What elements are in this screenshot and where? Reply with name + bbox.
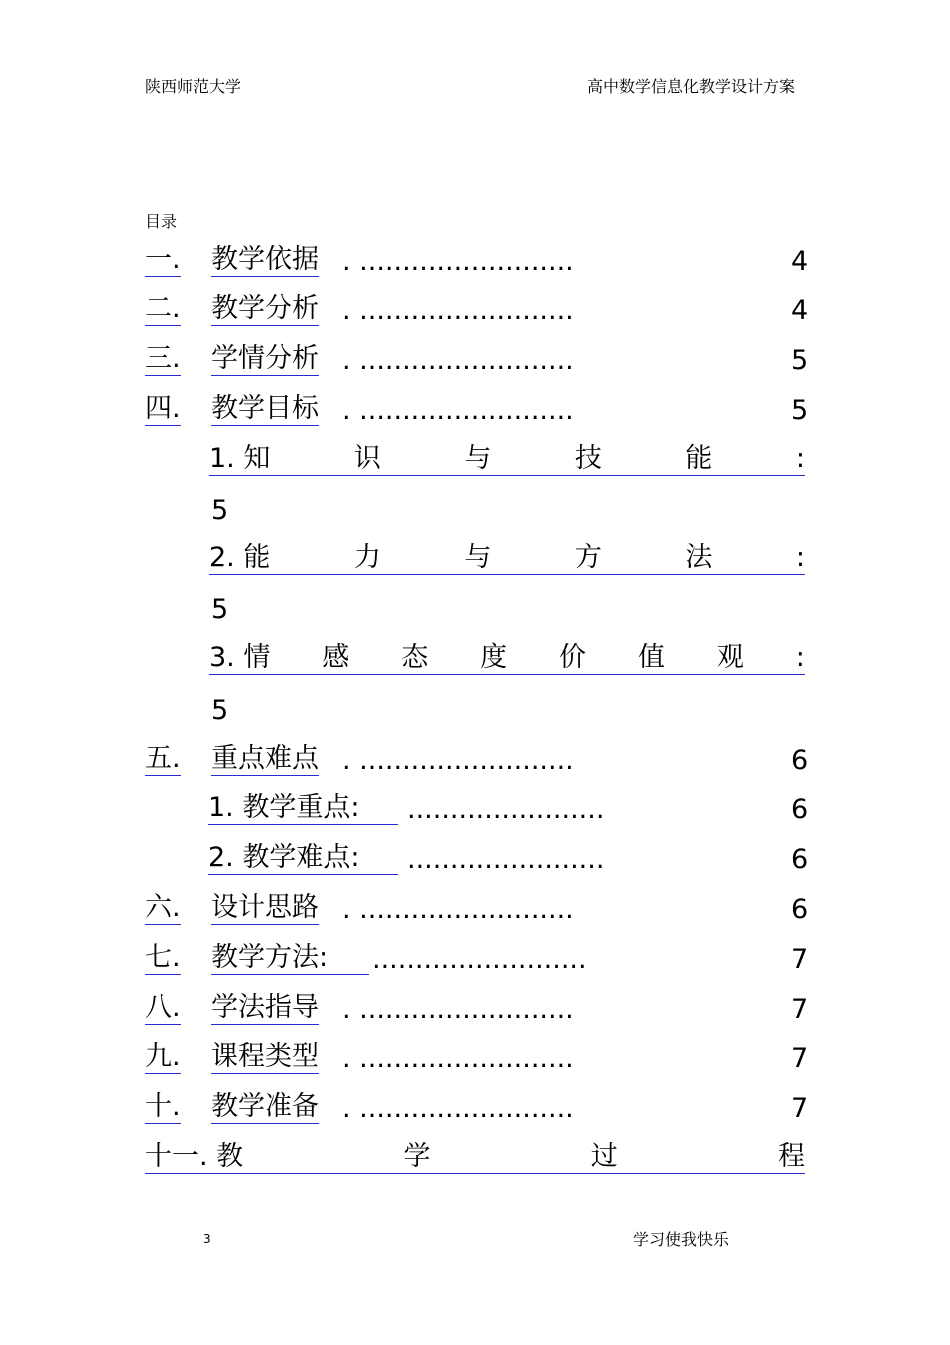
toc-part: 法 (685, 542, 713, 573)
toc-label[interactable]: 设计思路 (211, 892, 319, 923)
toc-title: 目录 (145, 212, 178, 231)
toc-part: 方 (574, 542, 602, 573)
toc-leader: ....................... (407, 844, 605, 875)
toc-entry-6[interactable] (0, 890, 950, 930)
toc-part: 观 (716, 642, 744, 673)
toc-entry-10[interactable] (0, 1089, 950, 1129)
toc-number[interactable]: 五. (145, 743, 181, 774)
toc-part: 3. 情 (209, 642, 271, 673)
toc-subentry-key-points[interactable] (0, 790, 950, 830)
toc-page: 4 (791, 295, 809, 326)
toc-part: 感 (322, 642, 350, 673)
toc-label[interactable]: 教学方法: (211, 940, 369, 975)
toc-page: 7 (791, 944, 809, 975)
toc-part: 与 (464, 443, 492, 474)
toc-label[interactable]: 重点难点 (211, 743, 319, 774)
footer-page-number: 3 (203, 1232, 211, 1246)
footer-motto: 学习使我快乐 (633, 1230, 730, 1249)
toc-entry-3[interactable] (0, 341, 950, 381)
toc-page: 5 (211, 695, 229, 726)
header-right: 高中数学信息化教学设计方案 (587, 77, 796, 96)
toc-label[interactable]: 1. 教学重点: (208, 790, 398, 825)
toc-page: 5 (211, 495, 229, 526)
toc-leader: . ......................... (342, 246, 574, 277)
toc-part: 过 (590, 1141, 618, 1172)
toc-part: 价 (559, 642, 587, 673)
toc-entry-7[interactable] (0, 940, 950, 980)
toc-number[interactable]: 一. (145, 244, 181, 275)
toc-part: 2. 能 (209, 542, 271, 573)
toc-page: 4 (791, 246, 809, 277)
toc-part: 技 (574, 443, 602, 474)
toc-label[interactable]: 教学依据 (211, 244, 319, 275)
toc-part: 十一. 教 (145, 1141, 244, 1172)
toc-part: 度 (480, 642, 508, 673)
toc-label[interactable]: 学法指导 (211, 992, 319, 1023)
toc-part: 1. 知 (209, 443, 271, 474)
toc-page: 6 (791, 844, 809, 875)
toc-leader: . ......................... (342, 295, 574, 326)
toc-leader: . ......................... (342, 894, 574, 925)
toc-leader: . ......................... (342, 395, 574, 426)
toc-subentry-difficulties[interactable] (0, 840, 950, 880)
toc-part: 与 (464, 542, 492, 573)
toc-leader: . ......................... (342, 1043, 574, 1074)
toc-entry-1[interactable] (0, 242, 950, 282)
toc-subentry-knowledge-page (0, 491, 950, 531)
toc-number[interactable]: 六. (145, 892, 181, 923)
toc-page: 6 (791, 894, 809, 925)
toc-number[interactable]: 十. (145, 1091, 181, 1122)
toc-leader: . ......................... (342, 345, 574, 376)
toc-number[interactable]: 九. (145, 1041, 181, 1072)
toc-label[interactable]: 教学分析 (211, 293, 319, 324)
toc-subentry-ability-page (0, 590, 950, 630)
toc-spread-label[interactable] (209, 640, 805, 675)
toc-spread-label[interactable] (209, 540, 805, 575)
toc-part: 学 (403, 1141, 431, 1172)
toc-part: 态 (401, 642, 429, 673)
toc-entry-8[interactable] (0, 990, 950, 1030)
toc-label[interactable]: 教学准备 (211, 1091, 319, 1122)
toc-leader: . ......................... (342, 1093, 574, 1124)
toc-leader: . ......................... (342, 994, 574, 1025)
toc-page: 7 (791, 994, 809, 1025)
toc-label[interactable]: 课程类型 (211, 1041, 319, 1072)
toc-part: 能 (685, 443, 713, 474)
toc-entry-2[interactable] (0, 291, 950, 331)
toc-subentry-knowledge[interactable] (0, 441, 950, 481)
toc-label[interactable]: 学情分析 (211, 343, 319, 374)
toc-spread-label[interactable] (209, 441, 805, 476)
toc-leader: . ......................... (342, 745, 574, 776)
toc-part: : (795, 642, 805, 673)
toc-entry-4[interactable] (0, 391, 950, 431)
toc-part: : (795, 542, 805, 573)
header-left: 陕西师范大学 (145, 77, 242, 96)
toc-label[interactable]: 2. 教学难点: (208, 840, 398, 875)
toc-spread-label[interactable] (145, 1139, 805, 1174)
toc-page: 5 (791, 345, 809, 376)
toc-page: 5 (211, 594, 229, 625)
toc-part: 力 (353, 542, 381, 573)
toc-label[interactable]: 教学目标 (211, 393, 319, 424)
toc-page: 7 (791, 1093, 809, 1124)
toc-page: 6 (791, 794, 809, 825)
toc-entry-5[interactable] (0, 741, 950, 781)
toc-part: 程 (777, 1141, 805, 1172)
toc-subentry-attitude[interactable] (0, 640, 950, 680)
toc-page: 5 (791, 395, 809, 426)
toc-leader: ......................... (372, 944, 587, 975)
toc-entry-9[interactable] (0, 1039, 950, 1079)
toc-subentry-attitude-page (0, 691, 950, 731)
toc-page: 7 (791, 1043, 809, 1074)
toc-part: 值 (637, 642, 665, 673)
toc-leader: ....................... (407, 794, 605, 825)
toc-number[interactable]: 四. (145, 393, 181, 424)
toc-entry-11[interactable] (0, 1139, 950, 1179)
toc-page: 6 (791, 745, 809, 776)
toc-number[interactable]: 三. (145, 343, 181, 374)
toc-subentry-ability[interactable] (0, 540, 950, 580)
toc-number[interactable]: 八. (145, 992, 181, 1023)
toc-part: : (795, 443, 805, 474)
toc-number[interactable]: 七. (145, 942, 181, 973)
toc-number[interactable]: 二. (145, 293, 181, 324)
toc-part: 识 (353, 443, 381, 474)
